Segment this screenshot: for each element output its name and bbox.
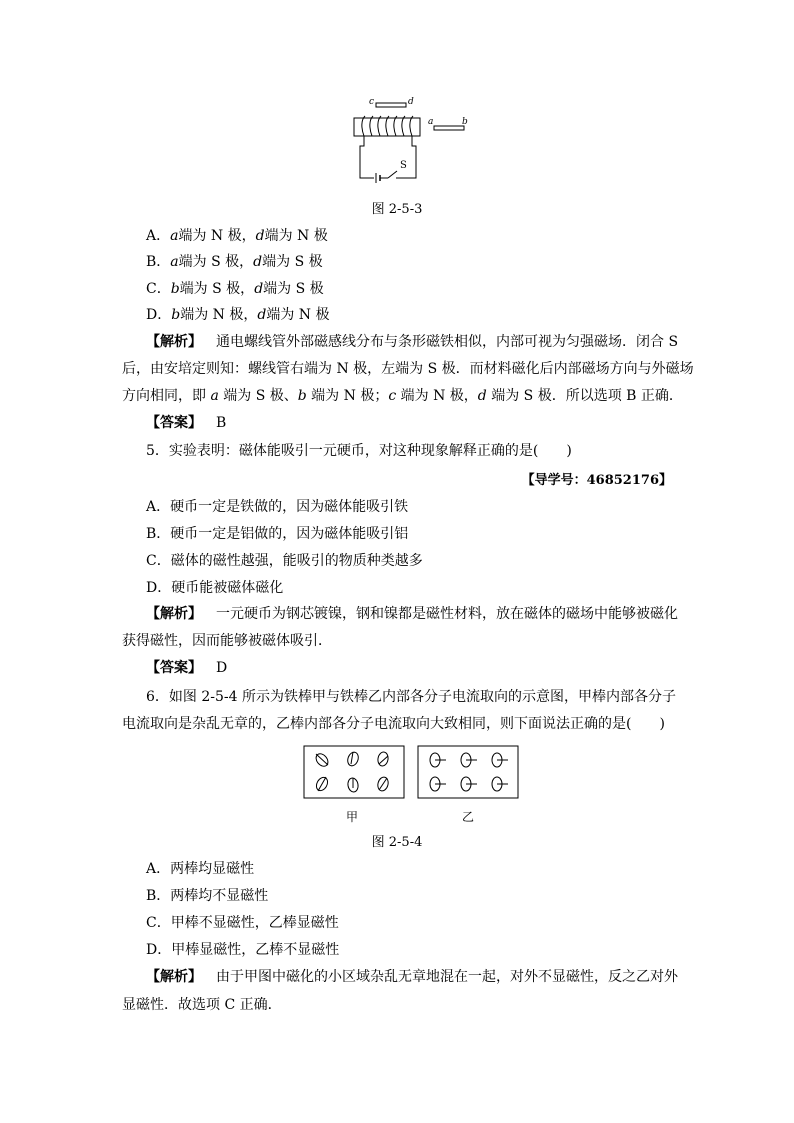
q6-option-a: A．两棒均显磁性	[146, 861, 255, 877]
q4-option-a: A．a端为 N 极，d端为 N 极	[146, 228, 328, 244]
figure-caption-2-5-3: 图 2-5-3	[371, 202, 423, 217]
molecular-current	[430, 777, 446, 791]
q6-option-d: D．甲棒显磁性，乙棒不显磁性	[146, 942, 340, 958]
q4-option-d: D．b端为 N 极，d端为 N 极	[146, 307, 330, 323]
q5-option-a: A．硬币一定是铁做的，因为磁体能吸引铁	[146, 499, 409, 515]
molecular-current	[376, 776, 389, 792]
circuit-wire	[360, 136, 374, 178]
molecular-current	[461, 777, 477, 791]
molecular-current	[347, 777, 359, 793]
q6-analysis-line-2: 显磁性．故选项 C 正确．	[122, 997, 282, 1013]
molecular-current	[314, 751, 331, 768]
q6-stem-line-2: 电流取向是杂乱无章的，乙棒内部各分子电流取向大致相同，则下面说法正确的是( )	[122, 716, 665, 732]
label-c: c	[369, 97, 375, 107]
q6-analysis-line-1: 【解析】 由于甲图中磁化的小区域杂乱无章地混在一起，对外不显磁性，反之乙对外	[146, 969, 678, 985]
figure-2-5-3	[340, 94, 480, 184]
solenoid-coil	[362, 116, 413, 136]
q5-stem: 5．实验表明：磁体能吸引一元硬币，对这种现象解释正确的是( )	[146, 443, 572, 459]
figure-2-5-4	[302, 744, 522, 802]
q4-analysis-line-1: 【解析】 通电螺线管外部磁感线分布与条形磁铁相似，内部可视为匀强磁场．闭合 S	[146, 334, 679, 350]
answer-tag: 【答案】	[146, 660, 202, 676]
q5-option-d: D．硬币能被磁体磁化	[146, 580, 284, 596]
q4-analysis-line-3: 方向相同，即 a 端为 S 极、b 端为 N 极；c 端为 N 极，d 端为 S 极．所以选项 B 正确．	[122, 388, 683, 404]
label-jia: 甲	[346, 810, 359, 824]
molecular-current	[430, 753, 446, 767]
q5-analysis-line-2: 获得磁性，因而能够被磁体吸引．	[122, 633, 332, 649]
q6-stem-line-1: 6．如图 2-5-4 所示为铁棒甲与铁棒乙内部各分子电流取向的示意图，甲棒内部各分子	[146, 689, 676, 705]
circuit-wire-right	[396, 136, 416, 178]
q6-option-c: C．甲棒不显磁性，乙棒显磁性	[146, 915, 339, 931]
molecular-current	[492, 753, 508, 767]
jia-molecular-currents	[314, 751, 390, 793]
molecular-current	[377, 751, 389, 767]
molecular-current	[461, 753, 477, 767]
q5-analysis-line-1: 【解析】 一元硬币为钢芯镀镍，钢和镍都是磁性材料，放在磁体的磁场中能够被磁化	[146, 606, 678, 622]
q5-option-b: B．硬币一定是铝做的，因为磁体能吸引铝	[146, 526, 409, 542]
label-b: b	[462, 117, 468, 127]
answer-tag: 【答案】	[146, 415, 202, 431]
q4-option-b: B．a端为 S 极，d端为 S 极	[146, 254, 323, 270]
q5-answer: 【答案】 D	[146, 660, 228, 676]
label-yi: 乙	[462, 810, 475, 824]
label-s: S	[400, 160, 407, 171]
molecular-current	[346, 751, 360, 768]
q5-reference-number: 【导学号：46852176】	[521, 473, 672, 488]
q6-option-b: B．两棒均不显磁性	[146, 888, 269, 904]
rod-ab	[434, 126, 464, 130]
yi-molecular-currents	[430, 753, 508, 791]
molecular-current	[492, 777, 508, 791]
q4-analysis-line-2: 后，由安培定则知：螺线管右端为 N 极，左端为 S 极．而材料磁化后内部磁场方向与外磁场	[122, 361, 694, 377]
label-a: a	[428, 117, 434, 127]
analysis-tag: 【解析】	[146, 606, 202, 622]
label-d: d	[408, 97, 414, 107]
rod-cd	[376, 103, 406, 107]
analysis-tag: 【解析】	[146, 334, 202, 350]
figure-caption-2-5-4: 图 2-5-4	[371, 835, 423, 850]
analysis-tag: 【解析】	[146, 969, 202, 985]
switch-blade	[388, 171, 397, 178]
q4-option-c: C．b端为 S 极，d端为 S 极	[146, 281, 324, 297]
q5-option-c: C．磁体的磁性越强，能吸引的物质种类越多	[146, 553, 423, 569]
q4-answer: 【答案】 B	[146, 415, 227, 431]
molecular-current	[314, 775, 330, 792]
